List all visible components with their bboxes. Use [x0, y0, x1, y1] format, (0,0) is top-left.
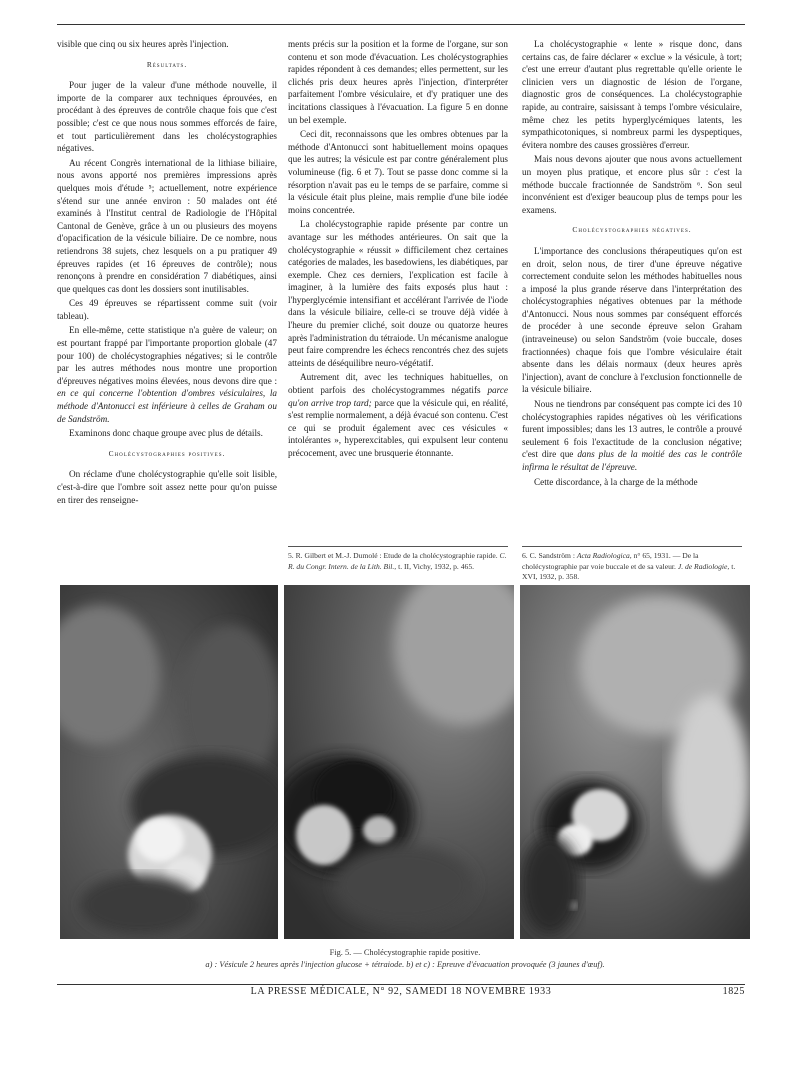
paragraph: Au récent Congrès international de la lithiase biliaire, nous avons apporté nos premières impressions après quelques mois d'étude ⁵; actuellement, notre expérience s'étend sur une année environ : 50 malades ont été examinés à l'Institut central de Radiologie de l'Hôpital Cantonal de Genève, grâce à un ou plusieurs des moyens d'opacification de la vésicule biliaire. De ce nombre, nous retiendrons 38 sujets, chez lesquels on a pu pratiquer 49 épreuves rapides (et 16 épreuves de contrôle); nous renonçons à prendre en considération 7 diabétiques, ainsi que quelques cas dont les dossiers sont inutilisables. [57, 157, 277, 294]
paragraph: ments précis sur la position et la forme de l'organe, sur son contenu et son mode d'évacuation. Les cholécystographies rapides répondent à ces demandes; elles permettent, sur les clichés pris deux heures après l'injection, d'interpréter parfaitement l'ombre vésiculaire, et d'y pratiquer une des incitations classiques à l'évacuation. La figure 5 en donne un bel exemple. [288, 39, 508, 125]
paragraph-text: En elle-même, cette statistique n'a guère de valeur; on est pourtant frappé par l'importante proportion globale (47 pour 100) de cholécystographies négatives; si le contrôle par les autres méthodes nous montre une proportion d'épreuves négatives moins élevées, nous devons dire que : [57, 325, 277, 386]
footnote-5 [288, 546, 508, 572]
paragraph: Ceci dit, reconnaissons que les ombres obtenues par la méthode d'Antonucci sont habituellement moins opaques que les autres; la vésicule est par contre généralement plus volumineuse (fig. 6 et 7). Tout se passe donc comme si la résorption n'avait pas eu le temps de se parfaire, comme si la vésicule était plus pleine, mais remplie d'une bile iodée moins concentrée. [288, 129, 508, 215]
bottom-rule [57, 984, 745, 985]
text-column-1 [57, 38, 277, 508]
paragraph-text: parce que la vésicule qui, en réalité, s'est remplie normalement, a déjà évacué son contenu. C'est ce qui se produit également avec ces vésicules « intolérantes », hyperexcitables, qui expulsent leur contenu précocement, avec une brusquerie étonnante. [288, 397, 509, 458]
paragraph [288, 371, 508, 459]
paragraph: Examinons donc chaque groupe avec plus de détails. [69, 428, 263, 439]
paragraph: visible que cinq ou six heures après l'injection. [57, 39, 229, 49]
figure-description [60, 959, 750, 971]
footnote-6 [522, 546, 742, 583]
section-heading-negatives: Cholécystographies négatives. [572, 225, 692, 235]
paragraph: Pour juger de la valeur d'une méthode nouvelle, il importe de la comparer aux techniques éprouvées, en procédant à des épreuves de contrôle chaque fois que c'est possible; c'est ce que nous nous sommes efforcés de faire, et tout particulièrement dans les cholécystographies négatives. [57, 80, 277, 154]
figure-title: Fig. 5. — Cholécystographie rapide positive. [329, 948, 481, 957]
page-number: 1825 [722, 986, 745, 997]
caption-part-bc: b) et c) : Epreuve d'évacuation provoquée (3 jaunes d'œuf). [406, 960, 605, 969]
emphasis-text: parce qu'on arrive trop tard; [288, 385, 509, 408]
paragraph: Ces 49 épreuves se répartissent comme suit (voir tableau). [57, 298, 277, 321]
section-heading-positives: Cholécystographies positives. [108, 448, 226, 458]
paragraph [57, 324, 277, 425]
footnote-text: t. II, Vichy, 1932, p. 465. [398, 561, 475, 571]
radiograph-c [520, 585, 750, 939]
footnote-source: J. de Radiologie, [677, 561, 730, 571]
emphasis-text: en ce qui concerne l'obtention d'ombres vésiculaires, la méthode d'Antonucci est inférieure à celles de Graham ou de Sandström. [57, 388, 277, 424]
journal-line: LA PRESSE MÉDICALE, N° 92, SAMEDI 18 NOVEMBRE 1933 [250, 986, 552, 997]
footnote-text: 5. R. Gilbert et M.-J. Dumolé : Etude de la cholécystographie rapide. [288, 551, 498, 560]
paragraph: La cholécystographie rapide présente par contre un avantage sur les méthodes antérieures. On sait que la cholécystographie « réussit » difficilement chez certaines catégories de malades, les basedowiens, les diabétiques, par exemple. Chez ces derniers, l'explication est facile à imaginer, à la lumière des faits exposés plus haut : l'hyperglycémie intensifiant et accélérant l'arrivée de l'iode dans la vésicule biliaire, celle-ci se trouve déjà vidée à l'heure du premier cliché, soit douze ou quatorze heures après l'administration du tétraiode. Un mécanisme analogue peut faire comprendre les échecs rencontrés chez des sujets atteints de déséquilibre neuro-végétatif. [288, 219, 508, 368]
section-heading-resultats: Résultats. [146, 59, 188, 69]
caption-part-a: a) : Vésicule 2 heures après l'injection glucose + tétraiode. [205, 960, 405, 969]
emphasis-text: dans plus de la moitié des cas le contrôle infirma le résultat de l'épreuve. [522, 449, 742, 472]
paragraph: On réclame d'une cholécystographie qu'elle soit lisible, c'est-à-dire que l'ombre soit assez nette pour qu'on puisse en tirer des renseigne- [57, 469, 277, 505]
paragraph: La cholécystographie « lente » risque donc, dans certains cas, de faire déclarer « exclue » la vésicule, à tort; c'est une erreur d'autant plus regrettable qu'elle oriente le clinicien vers un diagnostic de lésion de l'organe, diagnostic gros de conséquences. La cholécystographie rapide, au contraire, saisissant à temps l'ombre vésiculaire, même chez les petits hyperglycémiques latents, les sympathicotoniques, si nombreux parmi les dyspeptiques, évitera nombre des causes grossières d'erreur. [522, 39, 742, 150]
page-footer [57, 986, 745, 1002]
paragraph: Mais nous devons ajouter que nous avons actuellement un moyen plus pratique, et encore plus sûr : c'est la méthode buccale fractionnée de Sandström ⁶. Son seul inconvénient est d'exiger beaucoup plus de temps pour les examens. [522, 154, 742, 215]
top-rule [57, 24, 745, 25]
footnote-text: n° 65, 1931. — De la cholécystographie par voie buccale et de sa valeur. [522, 551, 699, 571]
figure-caption [60, 947, 750, 971]
text-column-2 [288, 38, 508, 462]
paragraph-text: Nous ne tiendrons par conséquent pas compte ici des 10 cholécystographies rapides négatives où les vérifications furent impossibles; dans les 13 autres, le contrôle a prouvé seulement 6 fois l'exactitude de la conclusion négative; c'est dire que [522, 399, 742, 460]
footnote-source: Acta Radiologica, [576, 551, 632, 560]
footnote-text: 6. C. Sandström : [522, 551, 575, 560]
paragraph [522, 398, 742, 474]
text-column-3 [522, 38, 742, 490]
radiograph-a [60, 585, 278, 939]
footnote-text: t. XVI, 1932, p. 358. [522, 561, 736, 581]
paragraph-text: Autrement dit, avec les techniques habituelles, on obtient parfois des cholécystogrammes négatifs [288, 372, 508, 396]
radiograph-b [284, 585, 514, 939]
figure-5-photos [60, 585, 750, 939]
footnote-source: C. R. du Congr. Intern. de la Lith. Bil., [288, 551, 507, 571]
paragraph: Cette discordance, à la charge de la méthode [534, 476, 698, 487]
paragraph: L'importance des conclusions thérapeutiques qu'on est en droit, selon nous, de tirer d'une épreuve négative correctement conduite selon les méthodes habituelles nous a imposé la plus grande réserve dans l'interprétation des cholécystographies négatives obtenues par la méthode d'Antonucci. Nous nous sommes par conséquent efforcés de procéder à une seconde épreuve selon Graham (intraveineuse) ou selon Sandström (voie buccale, doses fractionnées) chaque fois que l'ombre vésiculaire était absente dans les délais normaux (deux heures après l'injection), avant de conclure à l'exclusion fonctionnelle de la vésicule biliaire. [522, 245, 742, 395]
